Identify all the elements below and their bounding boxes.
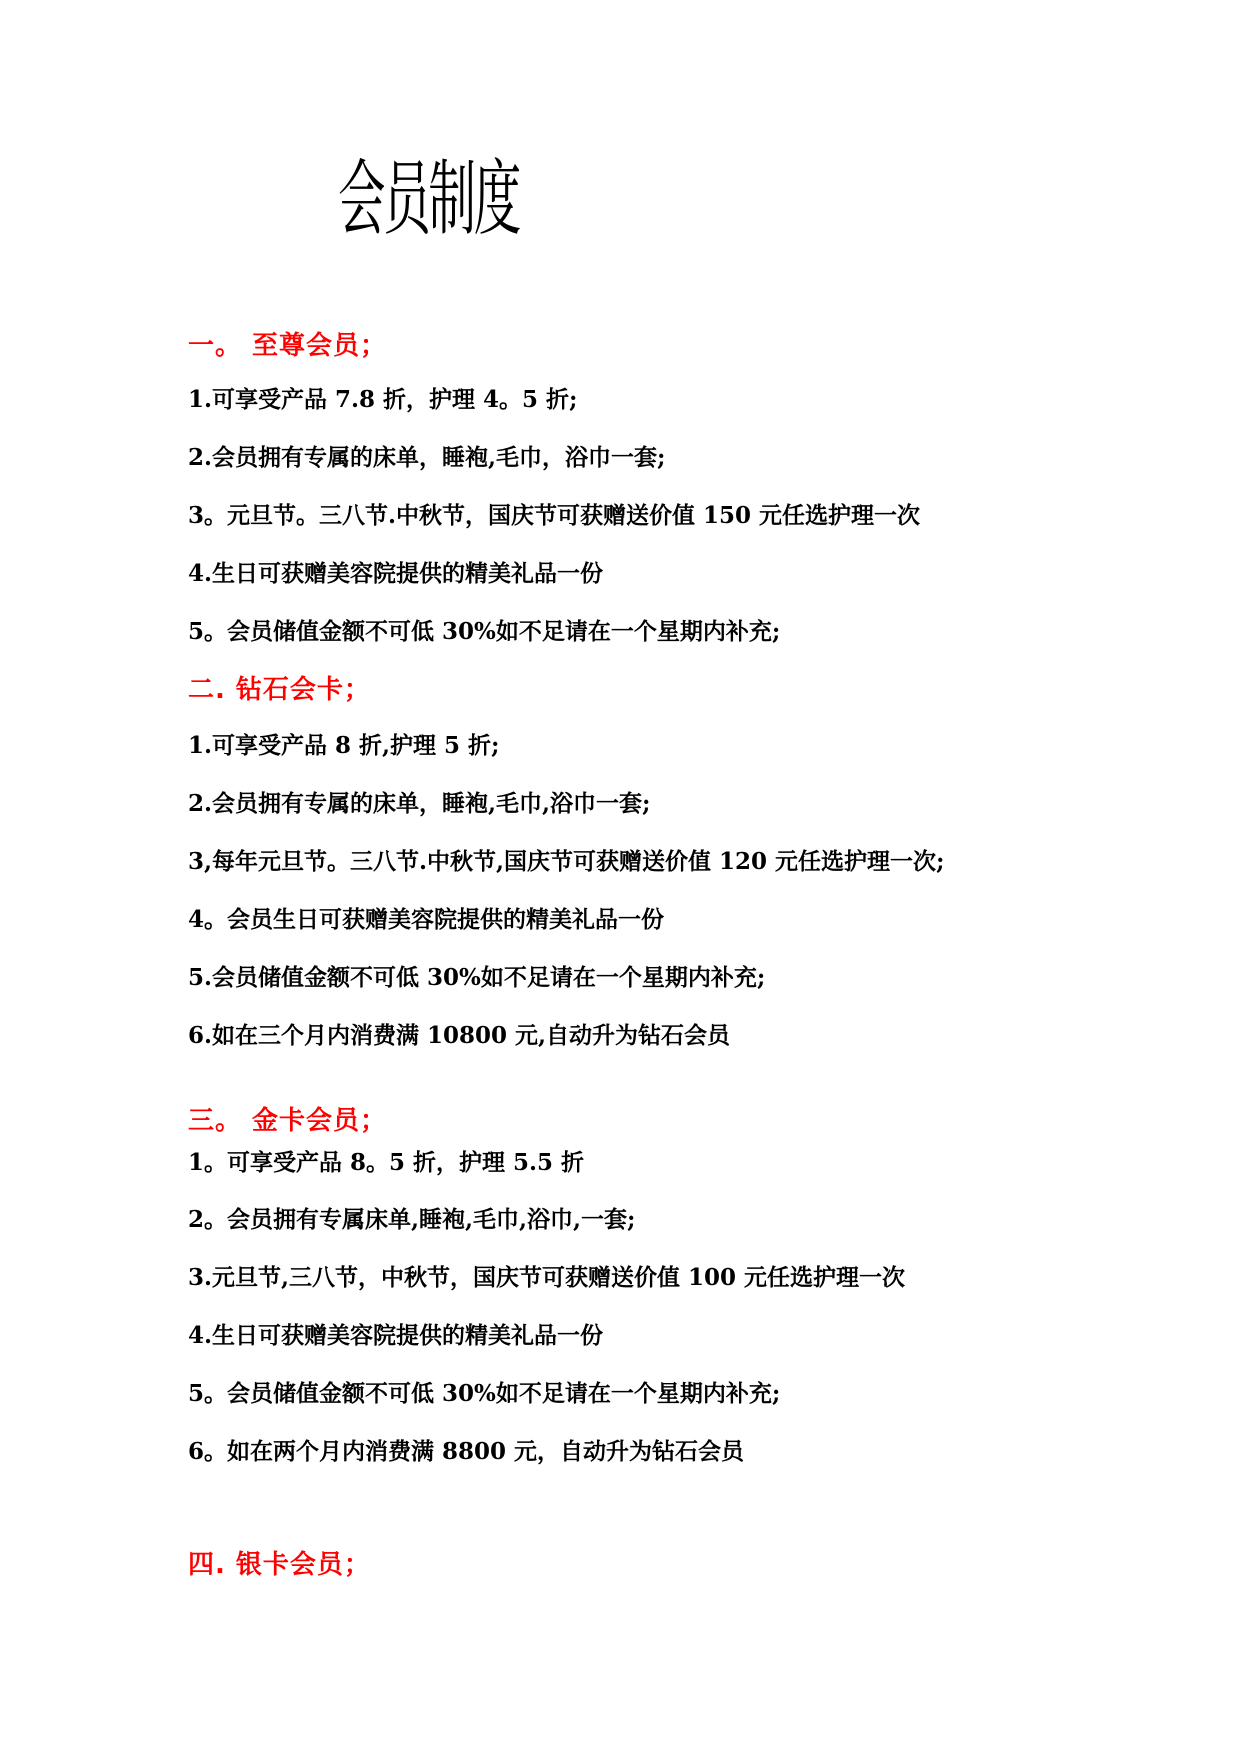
list-item: 2.会员拥有专属的床单，睡袍,毛巾,浴巾一套; (188, 790, 651, 817)
section-heading-gold: 三。 金卡会员； (188, 1106, 388, 1136)
section-heading-diamond: 二. 钻石会卡； (188, 675, 371, 705)
list-item: 5.会员储值金额不可低 30%如不足请在一个星期内补充; (188, 964, 766, 991)
list-item: 6.如在三个月内消费满 10800 元,自动升为钻石会员 (188, 1022, 731, 1049)
section-heading-silver: 四. 银卡会员； (188, 1550, 371, 1580)
list-item: 3,每年元旦节。三八节.中秋节,国庆节可获赠送价值 120 元任选护理一次; (188, 848, 945, 875)
list-item: 1。可享受产品 8。5 折，护理 5.5 折 (188, 1149, 585, 1176)
page-title: 会员制度 (338, 152, 519, 247)
list-item: 4.生日可获赠美容院提供的精美礼品一份 (188, 1322, 604, 1349)
section-heading-supreme: 一。 至尊会员； (188, 331, 388, 361)
list-item: 2.会员拥有专属的床单，睡袍,毛巾，浴巾一套; (188, 444, 666, 471)
list-item: 4。会员生日可获赠美容院提供的精美礼品一份 (188, 906, 665, 933)
list-item: 2。会员拥有专属床单,睡袍,毛巾,浴巾,一套; (188, 1206, 636, 1233)
list-item: 6。如在两个月内消费满 8800 元，自动升为钻石会员 (188, 1438, 745, 1465)
list-item: 5。会员储值金额不可低 30%如不足请在一个星期内补充; (188, 618, 781, 645)
list-item: 3。元旦节。三八节.中秋节，国庆节可获赠送价值 150 元任选护理一次 (188, 502, 921, 529)
list-item: 5。会员储值金额不可低 30%如不足请在一个星期内补充; (188, 1380, 781, 1407)
list-item: 1.可享受产品 8 折,护理 5 折; (188, 732, 500, 759)
list-item: 1.可享受产品 7.8 折，护理 4。5 折; (188, 386, 578, 413)
list-item: 4.生日可获赠美容院提供的精美礼品一份 (188, 560, 604, 587)
list-item: 3.元旦节,三八节，中秋节，国庆节可获赠送价值 100 元任选护理一次 (188, 1264, 906, 1291)
